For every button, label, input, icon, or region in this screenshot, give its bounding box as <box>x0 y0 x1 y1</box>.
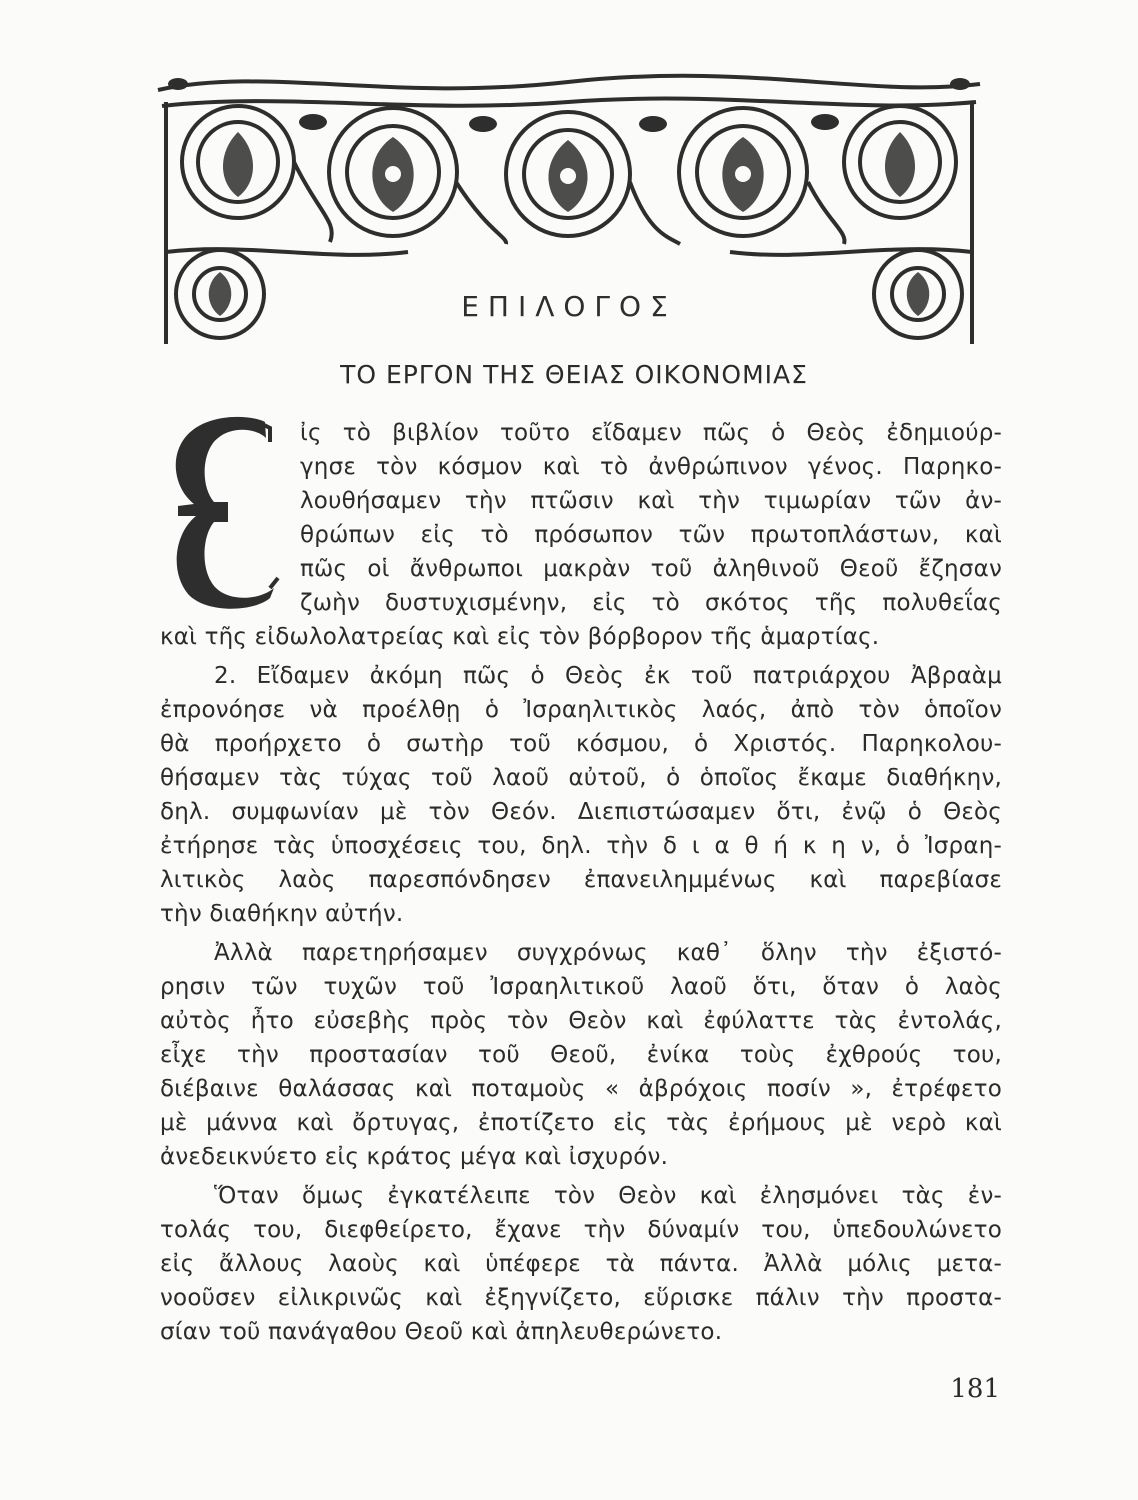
text-line: θὰ προήρχετο ὁ σωτὴρ τοῦ κόσμου, ὁ Χριστός. Παρηκολου- <box>160 731 1002 757</box>
text-line: δηλ. συμφωνίαν μὲ τὸν Θεόν. Διεπιστώσαμεν ὅτι, ἐνῷ ὁ Θεὸς <box>160 799 1002 825</box>
text-line: Ὅταν ὅμως ἐγκατέλειπε τὸν Θεὸν καὶ ἐλησμόνει τὰς ἐν- <box>214 1183 1002 1209</box>
text-line: τὴν διαθήκην αὐτήν. <box>160 901 404 927</box>
text-line: διέβαινε θαλάσσας καὶ ποταμοὺς « ἀβρόχοις ποσίν », ἐτρέφετο <box>160 1076 1002 1102</box>
text-line: λουθήσαμεν τὴν πτῶσιν καὶ τὴν τιμωρίαν τῶν ἀν- <box>300 488 1002 514</box>
text-line: εἶχε τὴν προστασίαν τοῦ Θεοῦ, ἐνίκα τοὺς ἐχθρούς του, <box>160 1042 1002 1068</box>
text-line: γησε τὸν κόσμον καὶ τὸ ἀνθρώπινον γένος. Παρηκο- <box>300 454 1002 480</box>
text-line: καὶ τῆς εἰδωλολατρείας καὶ εἰς τὸν βόρβορον τῆς ἁμαρτίας. <box>160 624 880 650</box>
page-number: 181 <box>950 1374 1000 1404</box>
text-line: ἐπρονόησε νὰ προέλθῃ ὁ Ἰσραηλιτικὸς λαός, ἀπὸ τὸν ὁποῖον <box>160 697 1002 723</box>
text-line: ἀνεδεικνύετο εἰς κράτος μέγα καὶ ἰσχυρόν. <box>160 1144 669 1170</box>
text-line: νοοῦσεν εἰλικρινῶς καὶ ἐξηγνίζετο, εὕρισκε πάλιν τὴν προστα- <box>160 1285 1002 1311</box>
text-line: σίαν τοῦ πανάγαθου Θεοῦ καὶ ἀπηλευθερώνετο. <box>160 1319 723 1345</box>
text-line: ρησιν τῶν τυχῶν τοῦ Ἰσραηλιτικοῦ λαοῦ ὅτι, ὅταν ὁ λαὸς <box>160 974 1002 1000</box>
text-line: μὲ μάννα καὶ ὄρτυγας, ἐποτίζετο εἰς τὰς ἐρήμους μὲ νερὸ καὶ <box>160 1110 1002 1136</box>
text-line: θήσαμεν τὰς τύχας τοῦ λαοῦ αὐτοῦ, ὁ ὁποῖος ἔκαμε διαθήκην, <box>160 765 1002 791</box>
text-line: αὐτὸς ἦτο εὐσεβὴς πρὸς τὸν Θεὸν καὶ ἐφύλαττε τὰς ἐντολάς, <box>160 1008 1002 1034</box>
text-line: εἰς ἄλλους λαοὺς καὶ ὑπέφερε τὰ πάντα. Ἀλλὰ μόλις μετα- <box>160 1251 1002 1277</box>
chapter-label: ΕΠΙΛΟΓΟΣ <box>461 290 677 323</box>
text-line: τολάς του, διεφθείρετο, ἔχανε τὴν δύναμίν του, ὑπεδουλώνετο <box>160 1217 1002 1243</box>
text-line: ζωὴν δυστυχισμένην, εἰς τὸ σκότος τῆς πολυθεΐας <box>300 590 1002 616</box>
text-line: πῶς οἱ ἄνθρωποι μακρὰν τοῦ ἀληθινοῦ Θεοῦ ἔζησαν <box>300 556 1002 582</box>
chapter-title: ΤΟ ΕΡΓΟΝ ΤΗΣ ΘΕΙΑΣ ΟΙΚΟΝΟΜΙΑΣ <box>340 360 808 389</box>
text-line: λιτικὸς λαὸς παρεσπόνδησεν ἐπανειλημμένως καὶ παρεβίασε <box>160 867 1002 893</box>
text-line: 2. Εἴδαμεν ἀκόμη πῶς ὁ Θεὸς ἐκ τοῦ πατριάρχου Ἀβραὰμ <box>214 663 1002 689</box>
text-line: Ἀλλὰ παρετηρήσαμεν συγχρόνως καθ᾽ ὅλην τὴν ἐξιστό- <box>214 940 1002 966</box>
text-line: ἰς τὸ βιβλίον τοῦτο εἴδαμεν πῶς ὁ Θεὸς ἐδημιούρ- <box>300 420 1002 446</box>
drop-cap-icon <box>170 412 280 612</box>
text-line: ἐτήρησε τὰς ὑποσχέσεις του, δηλ. τὴν δ ι α θ ή κ η ν, ὁ Ἰσραη- <box>160 833 1002 859</box>
text-line: θρώπων εἰς τὸ πρόσωπον τῶν πρωτοπλάστων, καὶ <box>300 522 1002 548</box>
